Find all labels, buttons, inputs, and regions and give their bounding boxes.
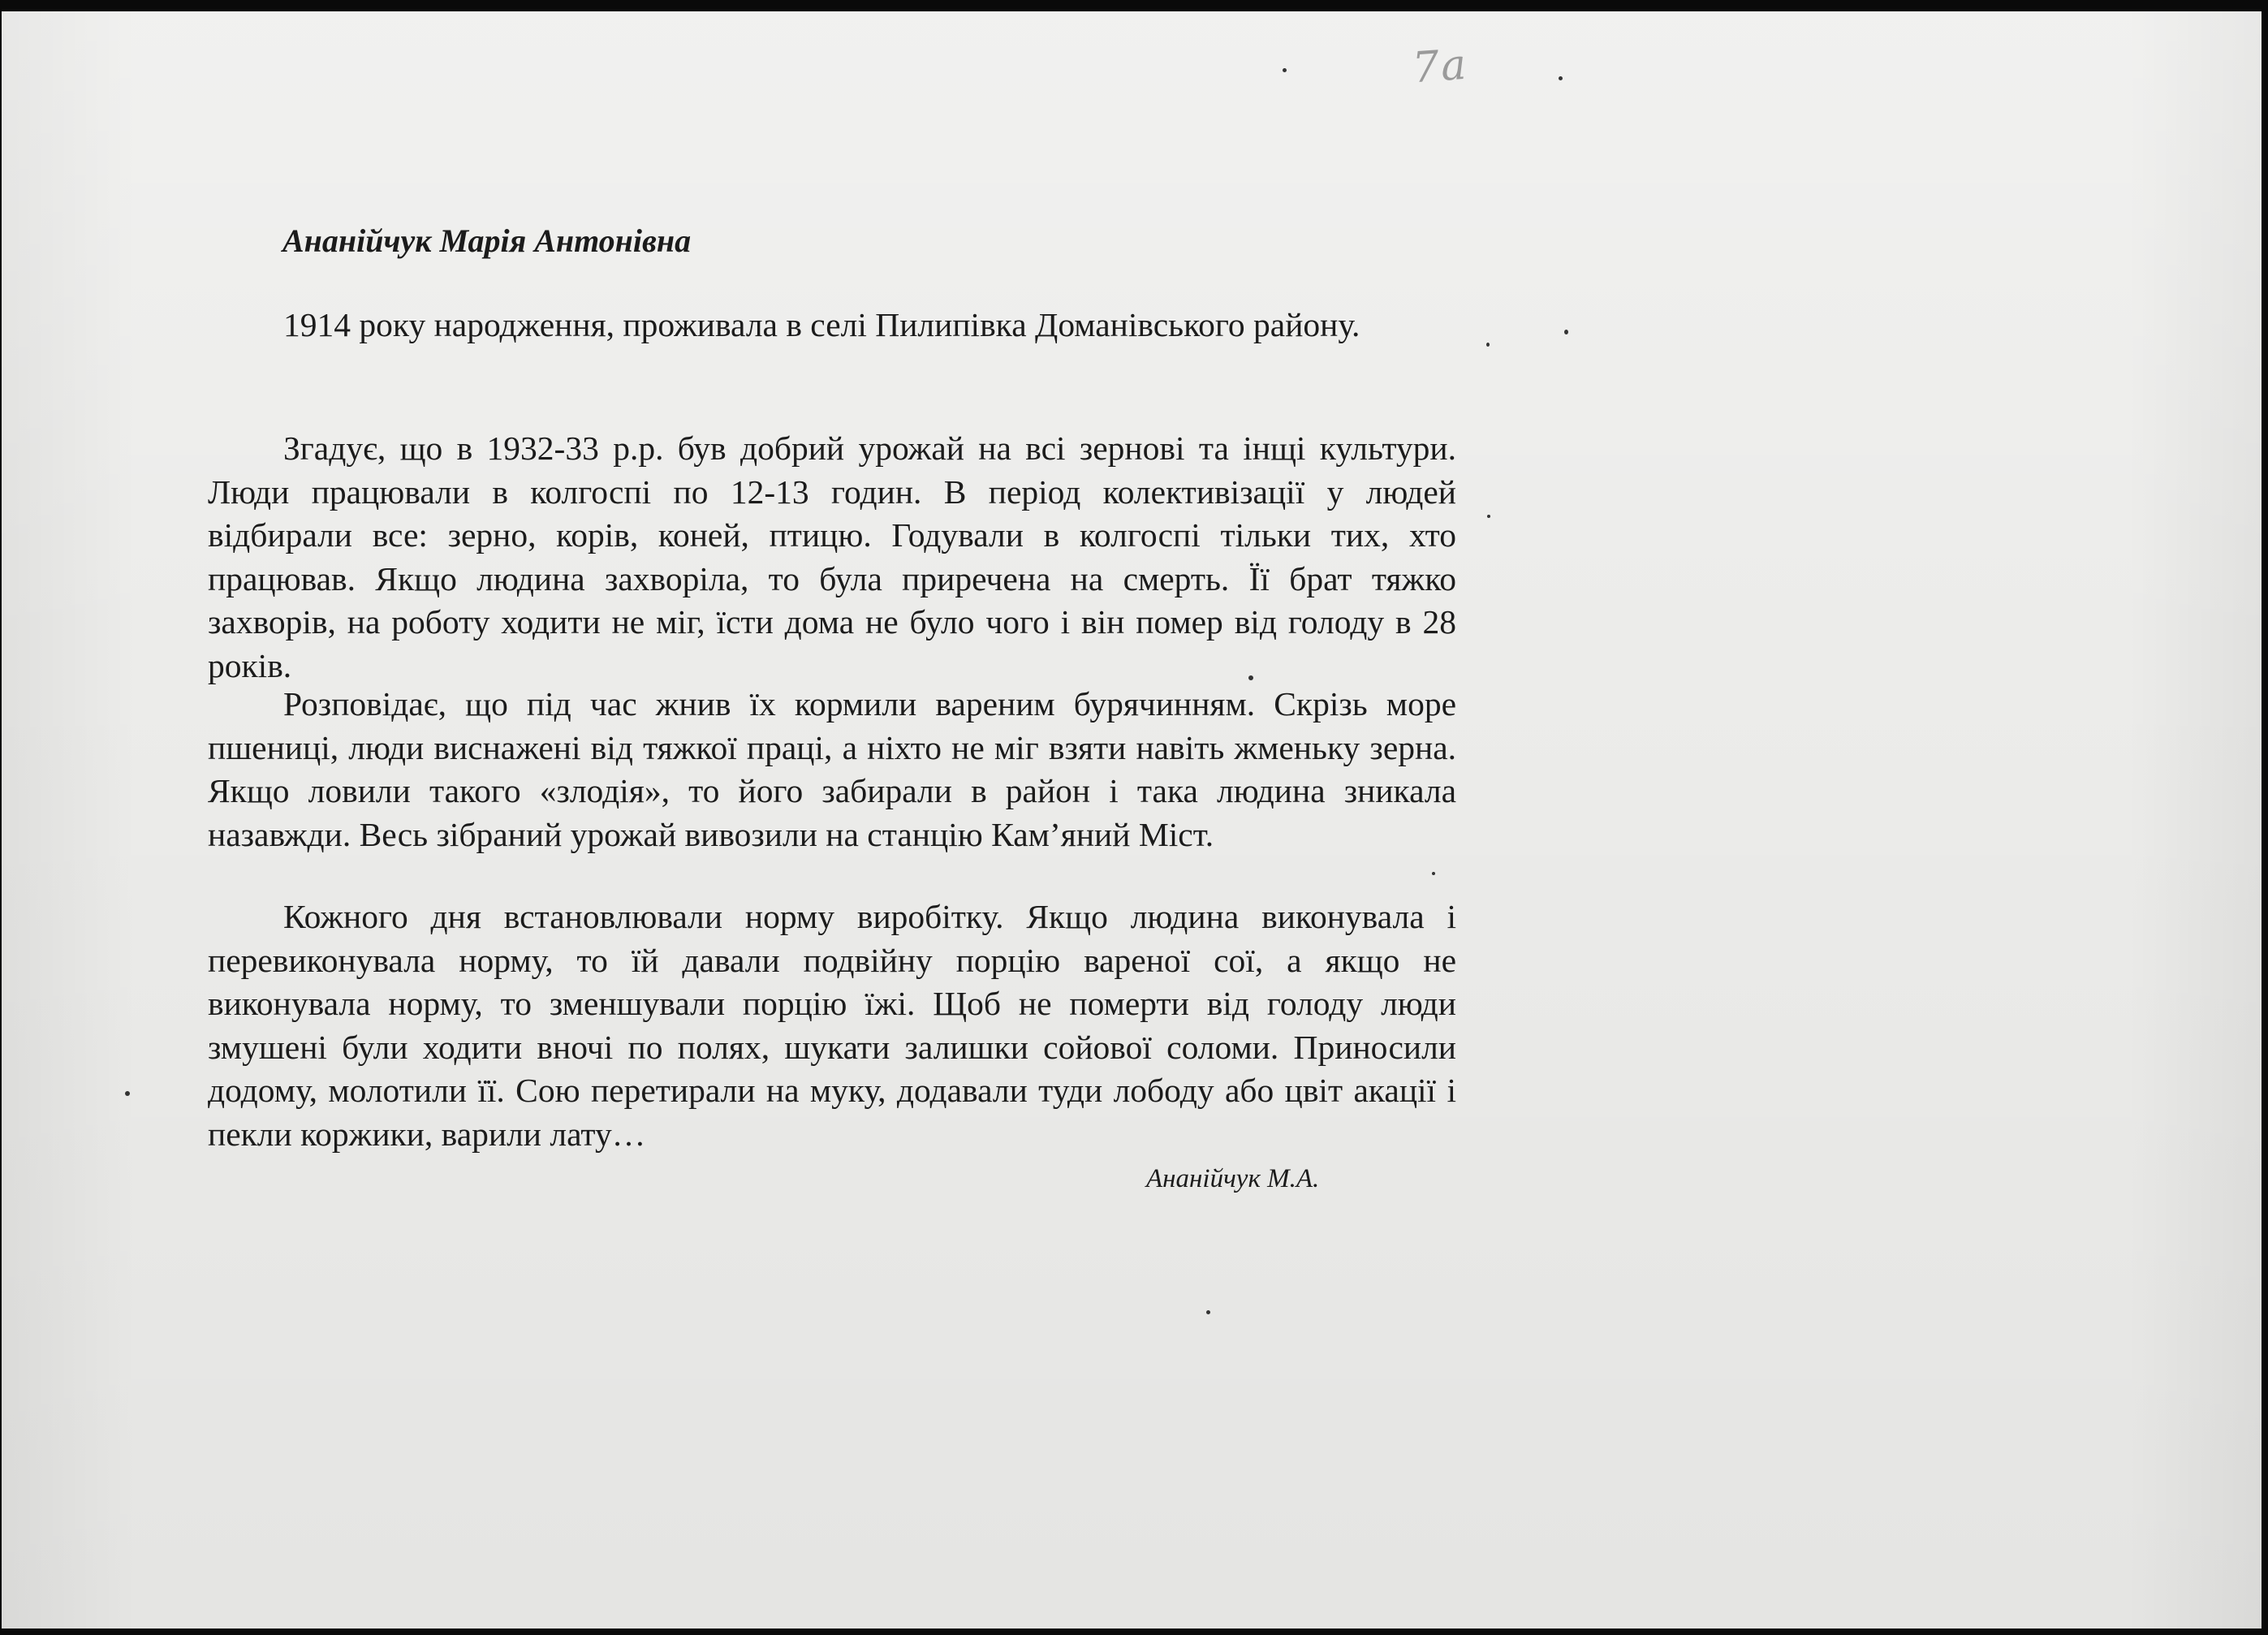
signature: Ананійчук М.А. [1146, 1164, 1320, 1193]
paragraph-birth: 1914 року народження, проживала в селі Пилипівка Доманівського району. [283, 306, 1360, 343]
paper-speck [125, 1091, 130, 1096]
paper-speck [1248, 675, 1253, 680]
paragraph-recollection: Згадує, що в 1932-33 р.р. був добрий урожай на всі зернові та інщі культури. Люди працювали в колгоспі по 12-13 годин. В період колективізації у людей відбирали все: зерно, корів, коней, птицю. Годували в колгоспі тільки тих, хто працював. Якщо людина захворіла, то була приречена на смерть. Її брат тяжко захворів, на роботу ходити не міг, їсти дома не було чого і він помер від голоду в 28 років. [208, 429, 1456, 684]
paper-speck [1564, 330, 1568, 334]
document-page [2, 11, 2262, 1629]
paper-speck [1432, 872, 1435, 875]
paper-speck [1559, 76, 1563, 80]
page-title: Ананійчук Марія Антонівна [282, 222, 692, 259]
paper-speck [1487, 515, 1490, 518]
paper-speck [1486, 343, 1490, 347]
archive-page-number: 7a [1410, 40, 1470, 93]
paragraph-work-norm: Кожного дня встановлювали норму виробітку. Якщо людина виконувала і перевиконувала норму, то їй давали подвійну порцію вареної сої, а якщо не виконувала норму, то зменшували порцію їжі. Щоб не померти від голоду люди змушені були ходити вночі по полях, шукати залишки сойової соломи. Приносили додому, молотили її. Сою перетирали на муку, додавали туди лободу або цвіт акації і пекли коржики, варили лату… [208, 898, 1456, 1153]
paper-speck [1206, 1310, 1210, 1314]
paper-speck [1283, 68, 1287, 72]
paragraph-harvest: Розповідає, що під час жнив їх кормили вареним бурячинням. Скрізь море пшениці, люди виснажені від тяжкої праці, а ніхто не міг взяти навіть жменьку зерна. Якщо ловили такого «злодія», то його забирали в район і така людина зникала назавжди. Весь зібраний урожай вивозили на станцію Кам’яний Міст. [208, 685, 1456, 853]
